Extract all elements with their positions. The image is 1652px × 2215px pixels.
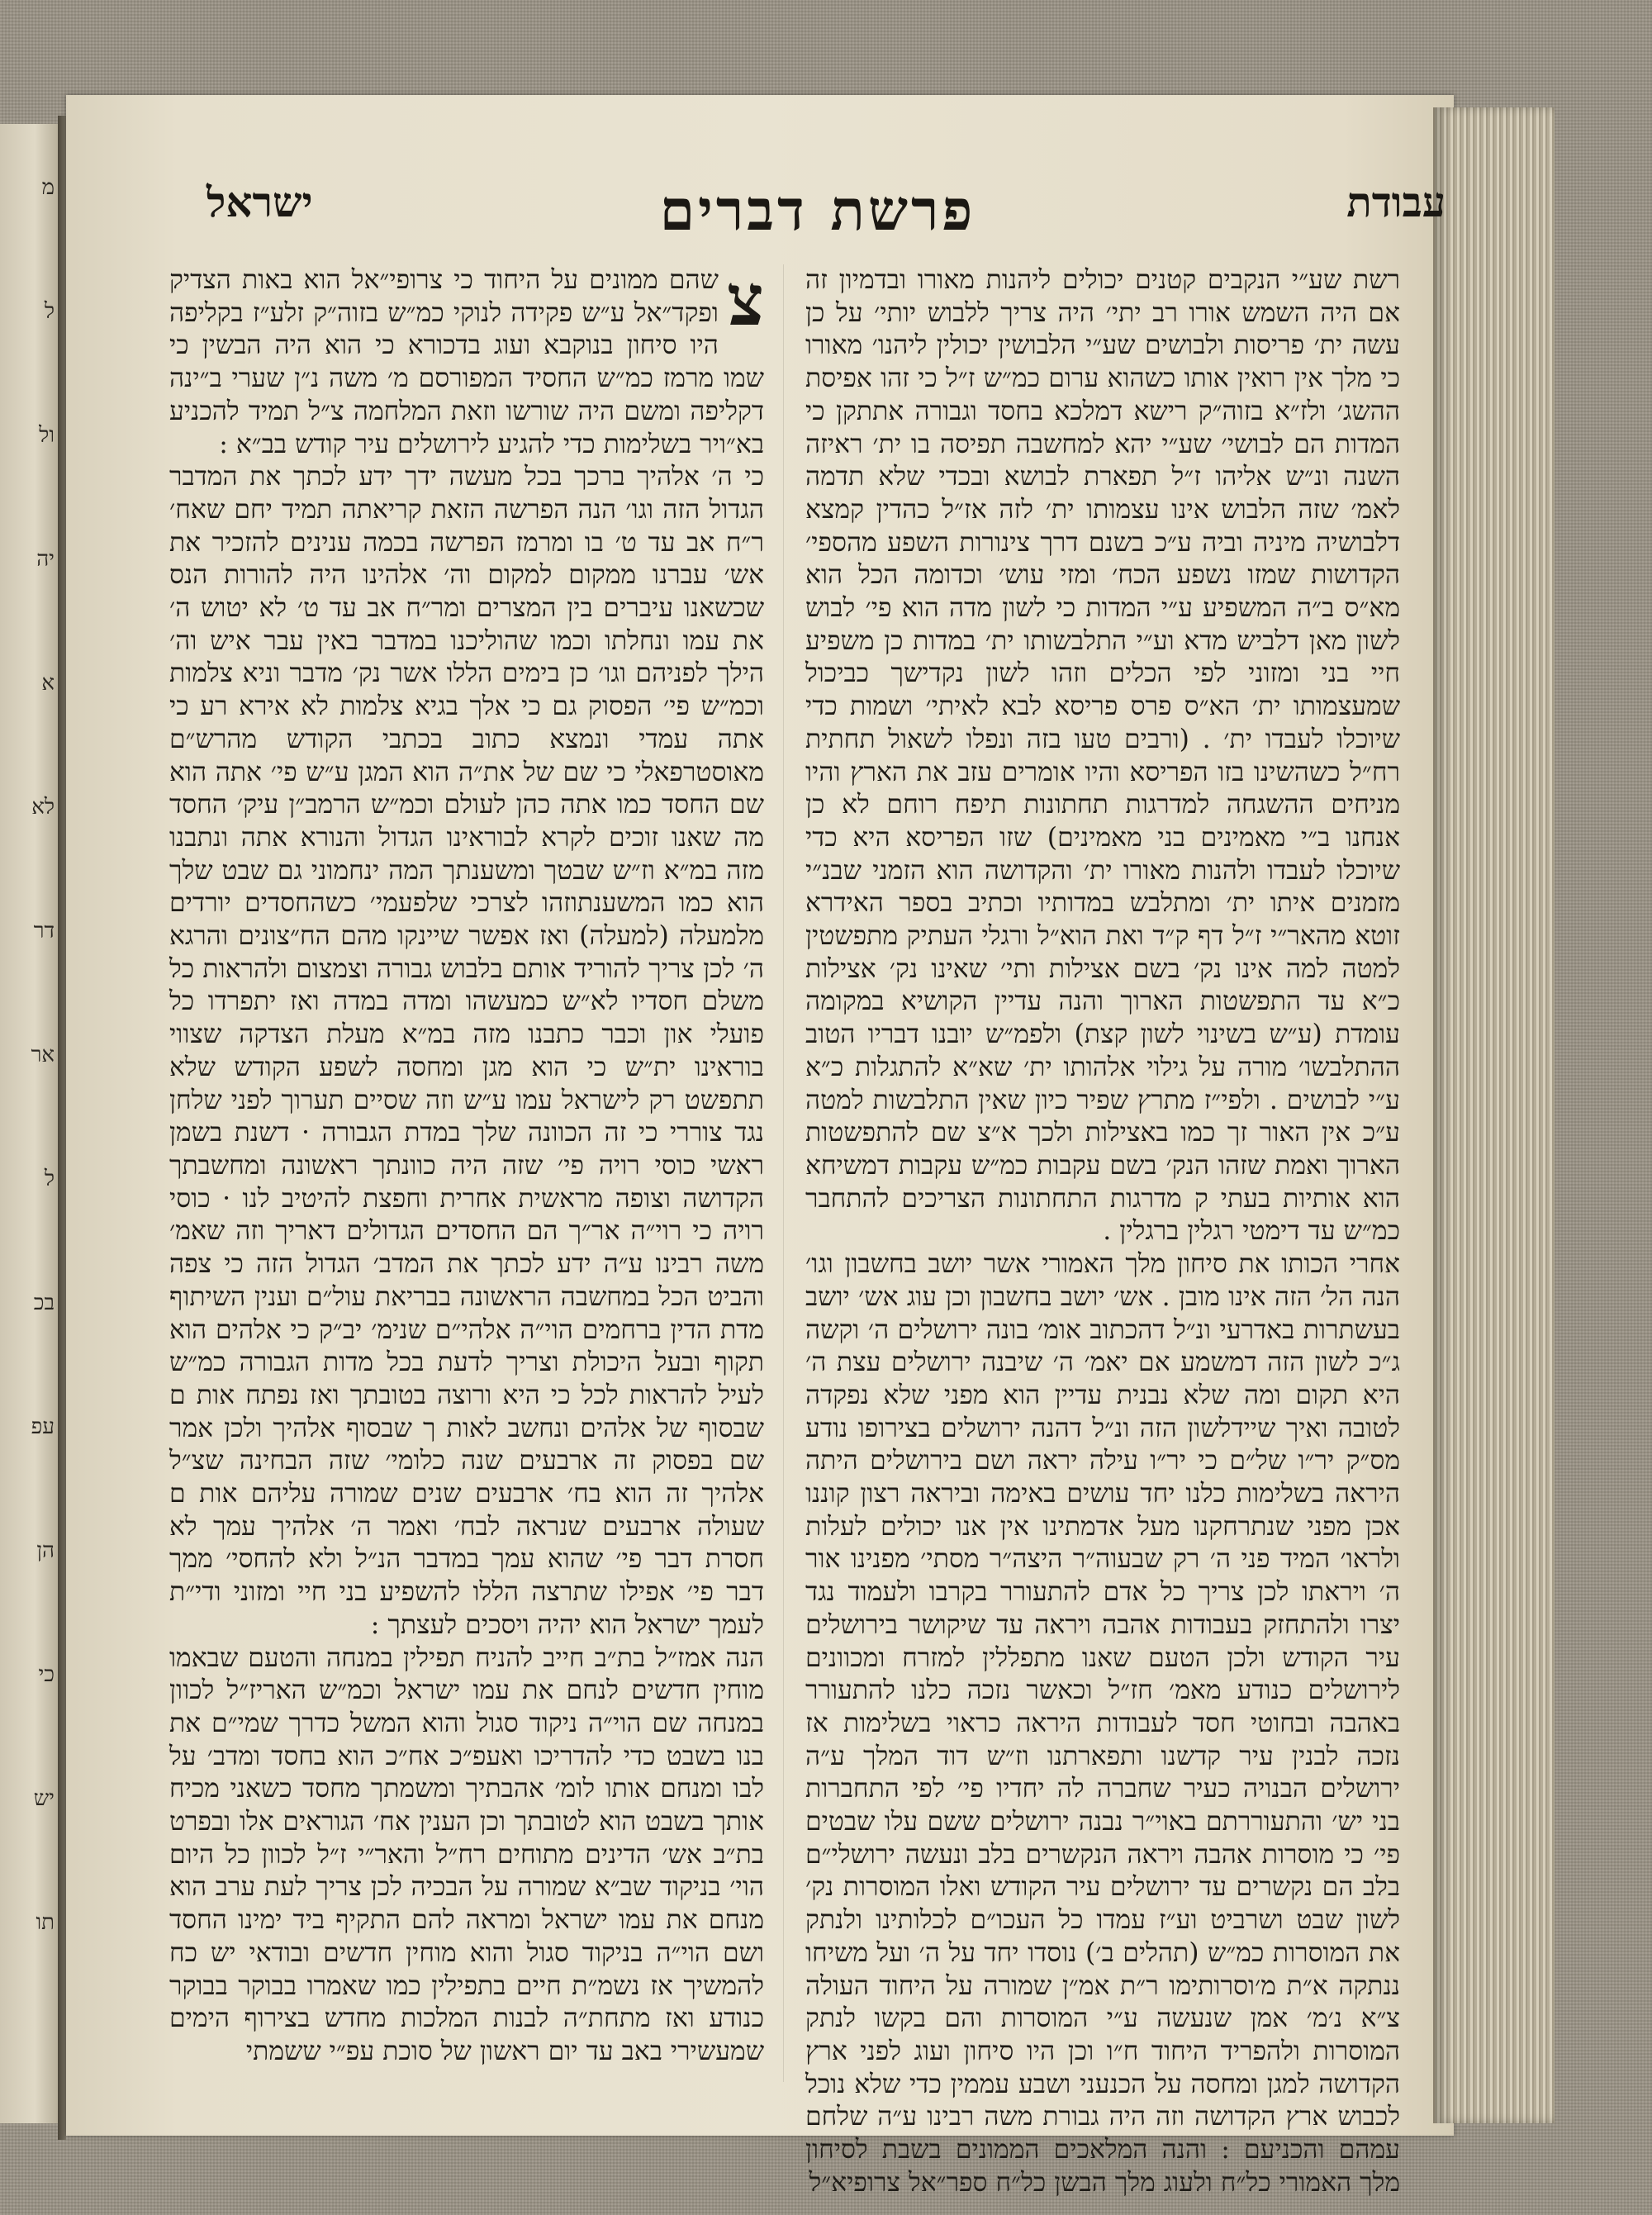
page-block-edge	[1433, 107, 1555, 2123]
paragraph: שהם ממונים על היחוד כי צרופי״אל הוא באות הצדיק ופקד״אל ע״ש פקידה לנוקי כמ״ש בזוה״ק זלע״ז בקליפה היו סיחון בנוקבא ועוג בדכורא כי הוא היה הבשין כי שמו מרמז כמ״ש החסיד המפורסם מ׳ משה נ״ן שערי ב״ינה דקליפה ומשם היה שורשו וזאת המלחמה צ״ל תמיד להכניע בא״ויר בשלימות כדי להגיע לירושלים עיר קודש בב״א :	[169, 265, 764, 459]
facing-page-text-fragment: בכ	[33, 1290, 55, 1315]
paragraph: אחרי הכותו את סיחון מלך האמורי אשר יושב בחשבון וגו׳ הנה הל׳ הזה אינו מובן . אש׳ יושב בחשבון וכן עוג אש׳ יושב בעשתרות באדרעי ונ״ל דהכתוב אומ׳ בונה ירושלים ה׳ וקשה ג״כ לשון הזה דמשמע אם יאמ׳ ה׳ שיבנה ירושלים עצת ה׳ היא תקום ומה שלא נבנית עדיין הוא מפני שלא נפקדה לטובה ואיך שיידלשון הזה ונ״ל דהנה ירושלים בצירופו נודע מס״ק יר״ו של״ם כי יר״ו עילה יראה ושם בירושלים היתה היראה בשלימות כלנו יחד עושים באימה וביראה רצון קוננו אכן מפני שנתרחקנו מעל אדמתינו אין אנו יכולים לעלות ולראו׳ המיד פני ה׳ רק שבעוה״ר היצה״ר מסתי׳ מפנינו אור ה׳ ויראתו לכן צריך כל אדם להתעורר בקרבו ולעמוד נגד יצרו ולהתחזק בעבודות אהבה ויראה עד שיקושר בירושלים עיר הקודש ולכן הטעם שאנו מתפללין למזרח ומכוונים לירושלים כנודע מאמ׳ חז״ל וכאשר נזכה כלנו להתעורר באהבה ובחוטי חסד לעבודות היראה כראוי בשלימות אז נזכה לבנין עיר קדשנו ותפארתנו וז״ש דוד המלך ע״ה ירושלים הבנויה כעיר שחברה לה יחדיו פי׳ לפי התחברות בני יש׳ והתעוררתם באוי״ר נבנה ירושלים ששם עלו שבטים פי׳ כי מוסרות אהבה ויראה הנקשרים בלב ונעשה ירושלי״ם בלב הם נקשרים עד ירושלים עיר הקודש ואלו המוסרות נק׳ לשון שבט ושרביט וע״ז עמדו כל העכו״ם לכלותינו ולנתק את המוסרות כמ״ש (תהלים ב׳) נוסדו יחד על ה׳ ועל משיחו ננתקה א״ת מ׳וסרותימו ר״ת אמ״ן שמורה על היחוד העולה צ״א נ׳מ׳ אמן שנעשה ע״י המוסרות והם בקשו לנתק המוסרות ולהפריד היחוד ח״ו וכן היו סיחון ועוג לפני ארץ הקדושה למגן ומחסה על הכנעני ושבע עממין כדי שלא נוכל לכבוש ארץ הקדושה וזה היה גבורת משה רבינו ע״ה שלחם עמהם והכניעם : והנה המלאכים הממונים בשבת לסיחון מלך האמורי כל״ח ולעוג מלך הבשן כל״ח ספר״אל צרופיא״ל	[805, 1249, 1400, 2198]
facing-page-text-fragment: יה	[36, 547, 55, 572]
facing-page-edge	[0, 124, 59, 2123]
book-gutter	[58, 116, 66, 2140]
paragraph: כי ה׳ אלהיך ברכך בכל מעשה ידך ידע לכתך את המדבר הגדול הזה וגו׳ הנה הפרשה הזאת קריאתה תמיד יחם שאח׳ ר״ח אב עד ט׳ בו ומרמז הפרשה בכמה ענינים להזכיר את אש׳ עברנו ממקום למקום וה׳ אלהינו היה להורות הנס שכשאנו עיברים בין המצרים ומר״ח אב עד ט׳ לא יטוש ה׳ את עמו ונחלתו וכמו שהוליכנו במדבר באין עבר איש וה׳ הילך לפניהם וגו׳ כן בימים הללו אשר נק׳ מדבר וניא צלמות וכמ״ש פי׳ הפסוק גם כי אלך בגיא צלמות לא אירא רע כי אתה עמדי ונמצא כתוב בכתבי הקודש מהרש״ם מאוסטרפאלי כי שם של את״ה הוא המגן ע״ש פי׳ אתה הוא שם החסד כמו אתה כהן לעולם וכמ״ש הרמב״ן עיק׳ החסד מה שאנו זוכים לקרא לבוראינו הגדול והנורא אתה ונתבנו מזה במ״א וז״ש שבטך ומשענתך המה ינחמוני גם שבט שלך הוא כמו המשענתוזהו לצרכי שלפעמי׳ כשהחסדים יורדים מלמעלה (למעלה) ואז אפשר שיינקו מהם הח״צונים והרגא ה׳ לכן צריך להוריד אותם בלבוש גבורה וצמצום ולהראות כל משלם חסדיו לא״ש כמעשהו ומדה במדה ואז יתפרדו כל פועלי און וכבר כתבנו מזה במ״א מעלת הצדקה שצווי בוראינו ית״ש כי הוא מגן ומחסה לשפע הקודש שלא תתפשט רק לישראל עמו ע״ש וזה שסיים תערוך לפני שלחן נגד צוררי כי זה הכוונה שלך במדת הגבורה · דשנת בשמן ראשי כוסי רויה פי׳ שזה היה כוונתך ראשונה ומחשבתך הקדושה וצופה מראשית אחרית וחפצת להיטיב לנו · כוסי רויה כי רוי״ה אר״ך הם החסדים הגדולים דאריך וזה שאמ׳ משה רבינו ע״ה ידע לכתך את המדב׳ הגדול הזה כי צפה והביט הכל במחשבה הראשונה בבריאת עול״ם וענין השיתוף מדת הדין ברחמים הוי״ה אלהי״ם שנימ׳ יב״ק כי אלהים הוא תקוף ובעל היכולת וצריך לדעת בכל מדות הגבורה כמ״ש לעיל להראות לכל כי היא ורוצה בטובתך ואז נפתח אות ם שבסוף של אלהים ונחשב לאות ך שבסוף אלהיך ולכן אמר שם בפסוק זה ארבעים שנה כלומי׳ שזה הבחינה שצ״ל אלהיך זה הוא בח׳ ארבעים שנים שמורה עליהם אות ם שעולה ארבעים שנראה לבח׳ ואמר ה׳ אלהיך עמך לא חסרת דבר פי׳ שהוא עמך במדבר הנ״ל ולא להחסי׳ ממך דבר פי׳ אפילו שתרצה הללו להשפיע בני חיי ומזוני ודי״ת לעמך ישראל הוא יהיה ויסכים לעצתך :	[169, 462, 765, 1640]
facing-page-text-fragment: א	[41, 671, 55, 696]
facing-page-text-fragment: דר	[33, 919, 55, 944]
drop-cap-letter: צ	[726, 259, 764, 342]
header-left-word: ישראל	[206, 178, 313, 226]
paragraph: הנה אמז״ל בת״ב חייב להניח תפילין במנחה והטעם שבאמו מוחין חדשים לנחם את עמו ישראל וכמ״ש האריז״ל לכוון במנחה שם הוי״ה ניקוד סגול והוא המשל כדרך שמי״ם את בנו בשבט כדי להדריכו ואעפ״כ אח״כ הוא בחסד ומדב׳ על לבו ומנחם אותו לומ׳ אהבתיך ומשמתך מחסד כשאני מכיח אותך בשבט הוא לטובתך וכן הענין אח׳ הגוראים אלו ובפרט בת״ב אש׳ הדינים מתוחים רח״ל והאר״י ז״ל לכוון כל היום הוי׳ בניקוד שב״א שמורה על הבכיה לכן צריך לעת ערב הוא מנחם את עמו ישראל ומראה להם התקיף ביד ימינו החסד ושם הוי״ה בניקוד סגול והוא מוחין חדשים ובודאי יש כח להמשיך אז נשמ״ת חיים בתפילין כמו שאמרו בבוקר בבוקר כנודע ואז מתחת״ה לבנות המלכות מחדש בצירוף הימים שמעשירי באב עד יום ראשון של סוכת עפ״י ששמתי	[169, 1642, 764, 2066]
paragraph: רשת שע״י הנקבים קטנים יכולים ליהנות מאורו ובדמיון זה אם היה השמש אורו רב יתי׳ היה צריך ללבוש יותי׳ על כן עשה ית׳ פריסות ולבושים שע״י הלבושין יכולין ליהנו׳ מאורו כי מלך אין רואין אותו כשהוא ערום כמ״ש ז״ל כי זהו אפיסת ההשג׳ ולז״א בזוה״ק רישא דמלכא בחסד וגבורה אתתקן כי המדות הם לבושי׳ שע״י יהא למחשבה תפיסה בו ית׳ ראיזה השנה ונ״ש אליהו ז״ל תפארת לבושא ובכדי שלא תדמה לאמ׳ שזה הלבוש אינו עצמותו ית׳ לזה אז״ל כהדין קמצא דלבושיה מיניה וביה ע״כ בשנם דרך צינורות השפע מהספי׳ הקדושות שמזו נשפע הכח׳ ומזי עוש׳ וכדומה הכל הוא מא״ס ב״ה המשפיע ע״י המדות כי לשון מדה הוא פי׳ לבוש לשון מאן דלביש מדא וע״י התלבשותו ית׳ במדות כן משפיע חיי בני ומזוני לפי הכלים וזהו לשון נקדישך כביכול שמעצמותו ית׳ הא״ס פרס פריסא לבא לאיתי׳ ושמות כדי שיוכלו לעבדו ית׳ . (ורבים טעו בזה ונפלו לשאול תחתית רח״ל כשהשינו בזו הפריסא והיו אומרים עזב את הארץ והיו מניחים ההשגחה למדרגות תחתונות תיפח רוחם לא כן אנחנו ב״י מאמינים בני מאמינים) שזו הפריסא היא כדי שיוכלו לעבדו ולהנות מאורו ית׳ והקדושה הוא הזמני שבנ״י מזמנים איתו ית׳ ומתלבש במדותיו וכתיב בספר האידרא זוטא מהאר״י ז״ל דף ק״ד ואת הוא״ל ורגלי העתיק מתפשטין למטה למה אינו נק׳ בשם אצילות ותי׳ שאינו נק׳ אצילות כ״א עד התפשטות הארוך והנה עדיין הקושיא במקומה עומדת (ע״ש בשינוי לשון קצת) ולפמ״ש יובנו דבריו הטוב ההתלבשו׳ מורה על גילוי אלהותו ית׳ שא״א להתגלות כ״א ע״י לבושים . ולפי״ז מתרץ שפיר כיון שאין התלבשות למטה ע״כ אין האור זך כמו באצילות ולכך א״צ שם להתפשטות הארוך ואמת שזהו הנק׳ בשם עקבות כמ״ש עקבות דמשיחא הוא אותיות בעתי ק מדרגות התחתונות הצריכים להתחבר כמ״ש עד דימטי רגלין ברגלין .	[805, 265, 1401, 1247]
facing-page-text-fragment: מ	[41, 175, 55, 200]
facing-page-text-fragment: יש	[33, 1786, 55, 1811]
facing-page-text-fragment: ול	[39, 423, 55, 448]
running-header	[173, 178, 1462, 244]
facing-page-text-fragment: תו	[36, 1910, 55, 1935]
facing-page-text-fragment: ל	[44, 299, 55, 324]
facing-page-text-fragment: עפ	[31, 1414, 55, 1439]
facing-page-text-fragment: הן	[36, 1538, 55, 1563]
text-column-left	[169, 259, 765, 2082]
facing-page-text-fragment: ל	[44, 1167, 55, 1191]
header-right-word: עבודת	[1346, 178, 1446, 226]
facing-page-text-fragment: לא	[31, 795, 55, 820]
text-column-right	[805, 264, 1401, 2198]
facing-page-text-fragment: כי	[38, 1662, 55, 1687]
facing-page-text-fragment: אר	[31, 1043, 55, 1067]
header-parsha-title: פרשת דברים	[659, 178, 976, 244]
column-divider	[783, 264, 784, 2082]
